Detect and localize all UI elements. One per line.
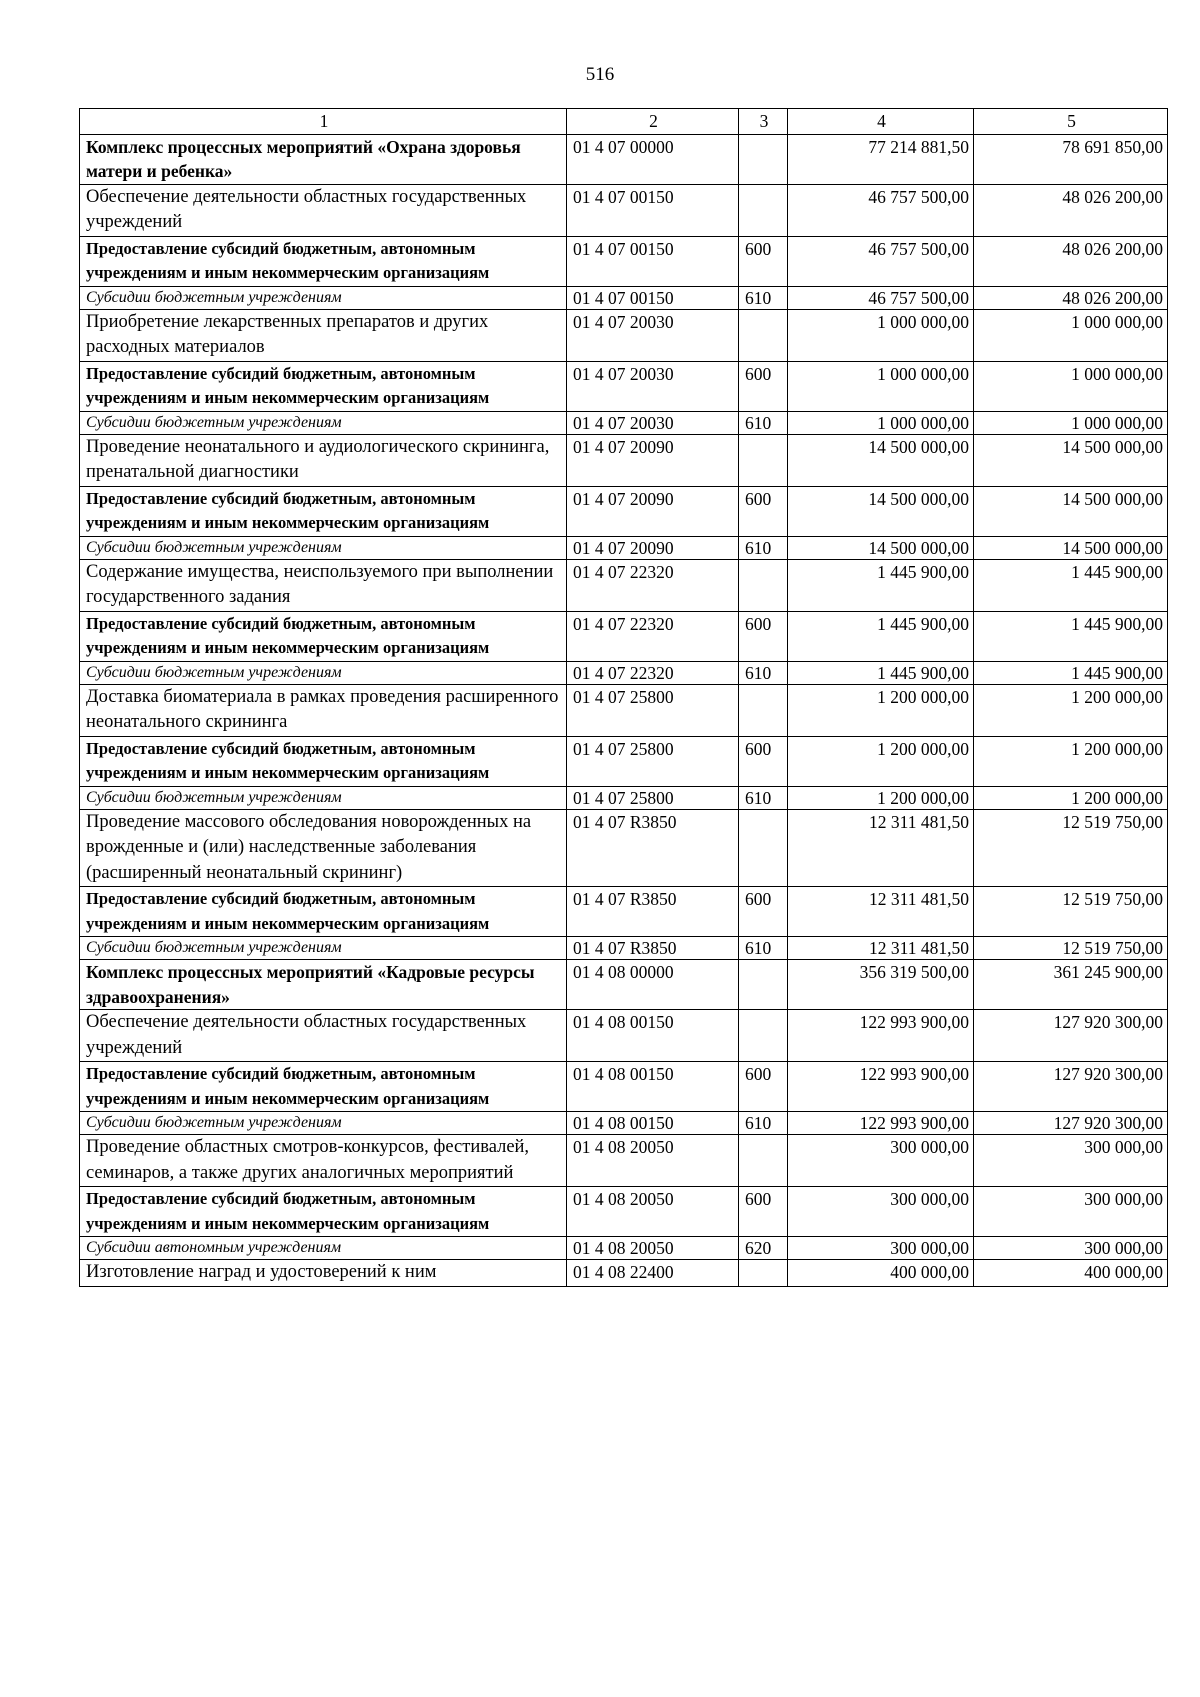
row-amount-2-cell: 1 200 000,00	[974, 786, 1168, 809]
page-number: 516	[585, 64, 615, 85]
row-amount-2-cell: 48 026 200,00	[974, 184, 1168, 236]
column-header: 1	[80, 109, 567, 135]
table-row	[80, 536, 1168, 559]
row-code-cell: 01 4 07 20030	[567, 361, 739, 411]
table-row	[80, 411, 1168, 434]
row-name-cell: Проведение областных смотров-конкурсов, фестивалей, семинаров, а также других аналогичных мероприятий	[80, 1135, 567, 1187]
row-amount-2-cell: 300 000,00	[974, 1135, 1168, 1187]
table-row	[80, 786, 1168, 809]
row-type-cell: 600	[739, 236, 788, 286]
row-amount-2-cell: 361 245 900,00	[974, 960, 1168, 1010]
row-amount-2-cell: 12 519 750,00	[974, 887, 1168, 937]
row-code-cell: 01 4 07 00000	[567, 134, 739, 184]
row-code-cell: 01 4 07 00150	[567, 286, 739, 309]
table-row	[80, 236, 1168, 286]
row-type-cell: 620	[739, 1237, 788, 1260]
row-type-cell	[739, 1010, 788, 1062]
row-amount-2-cell: 127 920 300,00	[974, 1112, 1168, 1135]
row-amount-1-cell: 14 500 000,00	[788, 536, 974, 559]
column-header: 5	[974, 109, 1168, 135]
table-row	[80, 960, 1168, 1010]
table-row	[80, 184, 1168, 236]
row-name-cell: Обеспечение деятельности областных государственных учреждений	[80, 184, 567, 236]
row-amount-1-cell: 1 445 900,00	[788, 559, 974, 611]
row-code-cell: 01 4 07 22320	[567, 661, 739, 684]
row-amount-1-cell: 1 000 000,00	[788, 411, 974, 434]
row-name-cell: Предоставление субсидий бюджетным, автономным учреждениям и иным некоммерческим организациям	[80, 236, 567, 286]
row-name-cell: Предоставление субсидий бюджетным, автономным учреждениям и иным некоммерческим организациям	[80, 611, 567, 661]
row-code-cell: 01 4 07 22320	[567, 611, 739, 661]
row-type-cell: 610	[739, 937, 788, 960]
row-type-cell: 610	[739, 1112, 788, 1135]
row-amount-2-cell: 1 445 900,00	[974, 661, 1168, 684]
row-type-cell	[739, 1135, 788, 1187]
row-amount-2-cell: 48 026 200,00	[974, 286, 1168, 309]
row-amount-1-cell: 12 311 481,50	[788, 887, 974, 937]
row-code-cell: 01 4 07 20090	[567, 486, 739, 536]
row-type-cell	[739, 434, 788, 486]
row-type-cell: 600	[739, 611, 788, 661]
row-amount-1-cell: 46 757 500,00	[788, 286, 974, 309]
row-type-cell: 610	[739, 411, 788, 434]
row-name-cell: Комплекс процессных мероприятий «Охрана здоровья матери и ребенка»	[80, 134, 567, 184]
row-name-cell: Субсидии автономным учреждениям	[80, 1237, 567, 1260]
row-type-cell	[739, 309, 788, 361]
table-row	[80, 134, 1168, 184]
table-row	[80, 361, 1168, 411]
row-name-cell: Субсидии бюджетным учреждениям	[80, 937, 567, 960]
row-type-cell: 600	[739, 1062, 788, 1112]
table-row	[80, 887, 1168, 937]
table-row	[80, 1187, 1168, 1237]
row-amount-1-cell: 1 200 000,00	[788, 684, 974, 736]
row-amount-1-cell: 12 311 481,50	[788, 937, 974, 960]
row-amount-2-cell: 14 500 000,00	[974, 486, 1168, 536]
row-name-cell: Предоставление субсидий бюджетным, автономным учреждениям и иным некоммерческим организациям	[80, 887, 567, 937]
row-name-cell: Предоставление субсидий бюджетным, автономным учреждениям и иным некоммерческим организациям	[80, 1062, 567, 1112]
row-name-cell: Доставка биоматериала в рамках проведения расширенного неонатального скрининга	[80, 684, 567, 736]
row-code-cell: 01 4 07 R3850	[567, 937, 739, 960]
row-type-cell	[739, 684, 788, 736]
row-code-cell: 01 4 07 R3850	[567, 887, 739, 937]
row-amount-1-cell: 122 993 900,00	[788, 1112, 974, 1135]
row-name-cell: Приобретение лекарственных препаратов и других расходных материалов	[80, 309, 567, 361]
table-row	[80, 486, 1168, 536]
table-row	[80, 1237, 1168, 1260]
row-amount-2-cell: 300 000,00	[974, 1187, 1168, 1237]
row-name-cell: Проведение неонатального и аудиологического скрининга, пренатальной диагностики	[80, 434, 567, 486]
row-name-cell: Предоставление субсидий бюджетным, автономным учреждениям и иным некоммерческим организациям	[80, 1187, 567, 1237]
row-type-cell: 600	[739, 887, 788, 937]
row-type-cell	[739, 960, 788, 1010]
row-amount-2-cell: 14 500 000,00	[974, 434, 1168, 486]
row-name-cell: Субсидии бюджетным учреждениям	[80, 536, 567, 559]
column-header: 2	[567, 109, 739, 135]
row-name-cell: Изготовление наград и удостоверений к ним	[80, 1260, 567, 1287]
table-row	[80, 661, 1168, 684]
table-row	[80, 809, 1168, 887]
row-code-cell: 01 4 07 20090	[567, 434, 739, 486]
row-code-cell: 01 4 08 00150	[567, 1112, 739, 1135]
row-name-cell: Субсидии бюджетным учреждениям	[80, 411, 567, 434]
row-amount-2-cell: 300 000,00	[974, 1237, 1168, 1260]
row-amount-1-cell: 14 500 000,00	[788, 486, 974, 536]
row-name-cell: Субсидии бюджетным учреждениям	[80, 286, 567, 309]
row-type-cell: 610	[739, 786, 788, 809]
table-row	[80, 611, 1168, 661]
row-amount-1-cell: 46 757 500,00	[788, 236, 974, 286]
row-code-cell: 01 4 07 R3850	[567, 809, 739, 887]
row-amount-1-cell: 122 993 900,00	[788, 1010, 974, 1062]
row-amount-2-cell: 12 519 750,00	[974, 809, 1168, 887]
row-type-cell	[739, 134, 788, 184]
row-type-cell: 610	[739, 536, 788, 559]
row-amount-2-cell: 127 920 300,00	[974, 1062, 1168, 1112]
row-code-cell: 01 4 07 25800	[567, 786, 739, 809]
row-type-cell	[739, 809, 788, 887]
row-amount-2-cell: 127 920 300,00	[974, 1010, 1168, 1062]
row-type-cell: 600	[739, 361, 788, 411]
row-amount-1-cell: 356 319 500,00	[788, 960, 974, 1010]
table-row	[80, 559, 1168, 611]
table-row	[80, 286, 1168, 309]
row-amount-1-cell: 400 000,00	[788, 1260, 974, 1287]
row-amount-2-cell: 78 691 850,00	[974, 134, 1168, 184]
row-type-cell	[739, 559, 788, 611]
row-name-cell: Обеспечение деятельности областных государственных учреждений	[80, 1010, 567, 1062]
row-name-cell: Предоставление субсидий бюджетным, автономным учреждениям и иным некоммерческим организациям	[80, 736, 567, 786]
table-row	[80, 434, 1168, 486]
row-type-cell: 610	[739, 286, 788, 309]
row-type-cell: 600	[739, 1187, 788, 1237]
row-amount-2-cell: 1 000 000,00	[974, 411, 1168, 434]
table-row	[80, 684, 1168, 736]
row-name-cell: Субсидии бюджетным учреждениям	[80, 661, 567, 684]
row-code-cell: 01 4 08 00150	[567, 1010, 739, 1062]
row-type-cell	[739, 184, 788, 236]
row-amount-1-cell: 1 200 000,00	[788, 736, 974, 786]
row-amount-1-cell: 12 311 481,50	[788, 809, 974, 887]
table-row	[80, 1135, 1168, 1187]
row-type-cell	[739, 1260, 788, 1287]
row-amount-1-cell: 1 445 900,00	[788, 611, 974, 661]
table-row	[80, 1010, 1168, 1062]
table-row	[80, 736, 1168, 786]
row-amount-1-cell: 300 000,00	[788, 1135, 974, 1187]
row-amount-1-cell: 1 000 000,00	[788, 361, 974, 411]
budget-table	[79, 108, 1168, 1287]
row-code-cell: 01 4 07 22320	[567, 559, 739, 611]
row-amount-2-cell: 14 500 000,00	[974, 536, 1168, 559]
row-code-cell: 01 4 08 00000	[567, 960, 739, 1010]
row-amount-2-cell: 12 519 750,00	[974, 937, 1168, 960]
row-amount-2-cell: 1 000 000,00	[974, 309, 1168, 361]
row-code-cell: 01 4 07 00150	[567, 236, 739, 286]
row-name-cell: Содержание имущества, неиспользуемого при выполнении государственного задания	[80, 559, 567, 611]
row-amount-1-cell: 46 757 500,00	[788, 184, 974, 236]
table-row	[80, 1062, 1168, 1112]
row-code-cell: 01 4 07 00150	[567, 184, 739, 236]
row-code-cell: 01 4 07 20030	[567, 411, 739, 434]
row-code-cell: 01 4 08 20050	[567, 1237, 739, 1260]
row-code-cell: 01 4 08 20050	[567, 1187, 739, 1237]
row-amount-2-cell: 400 000,00	[974, 1260, 1168, 1287]
row-type-cell: 600	[739, 486, 788, 536]
row-amount-2-cell: 1 445 900,00	[974, 559, 1168, 611]
table-row	[80, 1260, 1168, 1287]
row-code-cell: 01 4 08 22400	[567, 1260, 739, 1287]
row-name-cell: Субсидии бюджетным учреждениям	[80, 786, 567, 809]
row-amount-1-cell: 14 500 000,00	[788, 434, 974, 486]
row-amount-1-cell: 1 000 000,00	[788, 309, 974, 361]
table-row	[80, 937, 1168, 960]
row-code-cell: 01 4 08 20050	[567, 1135, 739, 1187]
row-amount-2-cell: 1 200 000,00	[974, 736, 1168, 786]
row-type-cell: 610	[739, 661, 788, 684]
row-amount-2-cell: 48 026 200,00	[974, 236, 1168, 286]
column-header: 4	[788, 109, 974, 135]
table-row	[80, 1112, 1168, 1135]
row-amount-1-cell: 122 993 900,00	[788, 1062, 974, 1112]
row-amount-2-cell: 1 445 900,00	[974, 611, 1168, 661]
row-amount-1-cell: 1 200 000,00	[788, 786, 974, 809]
row-code-cell: 01 4 07 20090	[567, 536, 739, 559]
row-name-cell: Субсидии бюджетным учреждениям	[80, 1112, 567, 1135]
row-amount-1-cell: 300 000,00	[788, 1187, 974, 1237]
row-amount-1-cell: 1 445 900,00	[788, 661, 974, 684]
row-name-cell: Предоставление субсидий бюджетным, автономным учреждениям и иным некоммерческим организациям	[80, 486, 567, 536]
column-header: 3	[739, 109, 788, 135]
row-name-cell: Проведение массового обследования новорожденных на врожденные и (или) наследственные заболевания (расширенный неонатальный скрининг)	[80, 809, 567, 887]
row-code-cell: 01 4 07 25800	[567, 684, 739, 736]
row-name-cell: Комплекс процессных мероприятий «Кадровые ресурсы здравоохранения»	[80, 960, 567, 1010]
table-body	[80, 134, 1168, 1286]
row-code-cell: 01 4 07 25800	[567, 736, 739, 786]
row-code-cell: 01 4 07 20030	[567, 309, 739, 361]
row-amount-2-cell: 1 200 000,00	[974, 684, 1168, 736]
row-type-cell: 600	[739, 736, 788, 786]
row-name-cell: Предоставление субсидий бюджетным, автономным учреждениям и иным некоммерческим организациям	[80, 361, 567, 411]
row-amount-1-cell: 300 000,00	[788, 1237, 974, 1260]
row-amount-1-cell: 77 214 881,50	[788, 134, 974, 184]
table-row	[80, 309, 1168, 361]
row-code-cell: 01 4 08 00150	[567, 1062, 739, 1112]
row-amount-2-cell: 1 000 000,00	[974, 361, 1168, 411]
table-header-row	[80, 109, 1168, 135]
